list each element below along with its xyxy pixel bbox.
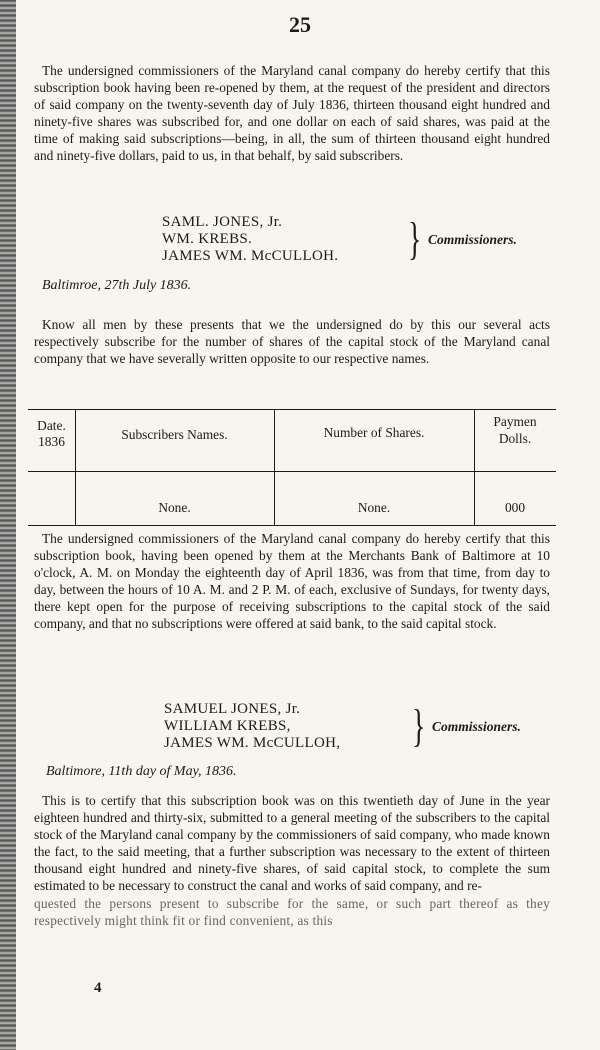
signatory-names: [162, 214, 338, 265]
signatory-name: JAMES WM. McCULLOH.: [162, 248, 339, 264]
dateline-2: Baltimore, 11th day of May, 1836.: [46, 764, 237, 779]
signatory-name: JAMES WM. McCULLOH,: [164, 735, 341, 751]
row-number-of-shares: None.: [357, 500, 391, 515]
row-payment: 000: [504, 500, 526, 515]
signatory-name: WILLIAM KREBS,: [164, 718, 291, 734]
commissioners-label: Commissioners.: [432, 719, 521, 734]
paragraph-text: This is to certify that this subscription book was on this twentieth day of June in the year eighteen hundred and thirty-six, submitted to a general meeting of the subscribers to the capital stock of the Maryland canal company by the commissioners of said company, who made known the fact, to the said meeting, that a further subscription was necessary to the extent of thirteen thousand eight hundred and ninety-five shares, of said capital stock, to complete the sum estimated to be necessary to construct the canal and works of said company, and re-: [34, 793, 550, 894]
brace: }: [408, 213, 422, 264]
dateline-1: Baltimroe, 27th July 1836.: [42, 278, 192, 293]
certificate-paragraph-3: [34, 792, 550, 929]
date-header: Date. 1836: [37, 418, 66, 449]
certificate-paragraph-1: [34, 62, 550, 165]
subscription-declaration: [34, 316, 550, 367]
signatory-name: WM. KREBS.: [162, 231, 253, 247]
brace: }: [412, 700, 426, 751]
signatory-name: SAML. JONES, Jr.: [162, 214, 283, 230]
signatory-names: [164, 701, 340, 752]
subscribers-names-header: Subscribers Names.: [121, 427, 228, 442]
page-number: 25: [289, 12, 311, 37]
certificate-paragraph-2: [34, 530, 550, 633]
payment-header: Paymen Dolls.: [493, 414, 537, 446]
faded-text: quested the persons present to subscribe for the same, or such part thereof as they respectively might think fit or find convenient, as this: [34, 895, 550, 928]
commissioners-label: Commissioners.: [428, 232, 517, 247]
paragraph-text: The undersigned commissioners of the Maryland canal company do hereby certify that this subscription book having been re-opened by them, at the request of the president and directors of said company on the twenty-seventh day of July 1836, thirteen thousand eight hundred and ninety-five shares was subscribed for, and one dollar on each of said shares, was paid at the time of making said subscriptions—being, in all, the sum of thirteen thousand eight hundred and ninety-five dollars, paid to us, in that behalf, by said subscribers.: [34, 63, 550, 164]
number-of-shares-header: Number of Shares.: [323, 425, 425, 440]
paragraph-text: The undersigned commissioners of the Maryland canal company do hereby certify that this subscription book, having been opened by them at the Merchants Bank of Baltimore at 10 o'clock, A. M. on Monday the eighteenth day of April 1836, was from that time, from day to day, between the hours of 10 A. M. and 2 P. M. of each, exclusive of Sundays, for twenty days, there kept open for the purpose of receiving subscriptions to the capital stock of the said company, and that no subscriptions were offered at said bank, to the said capital stock.: [34, 531, 550, 632]
signature-mark: 4: [94, 980, 102, 996]
signatory-name: SAMUEL JONES, Jr.: [164, 701, 301, 717]
book-binding-edge: [0, 0, 16, 1050]
paragraph-text: Know all men by these presents that we the undersigned do by this our several acts respectively subscribe for the number of shares of the capital stock of the Maryland canal company that we have severally written opposite to our respective names.: [34, 317, 550, 367]
row-subscriber-name: None.: [158, 500, 191, 515]
subscription-table: [28, 409, 556, 526]
